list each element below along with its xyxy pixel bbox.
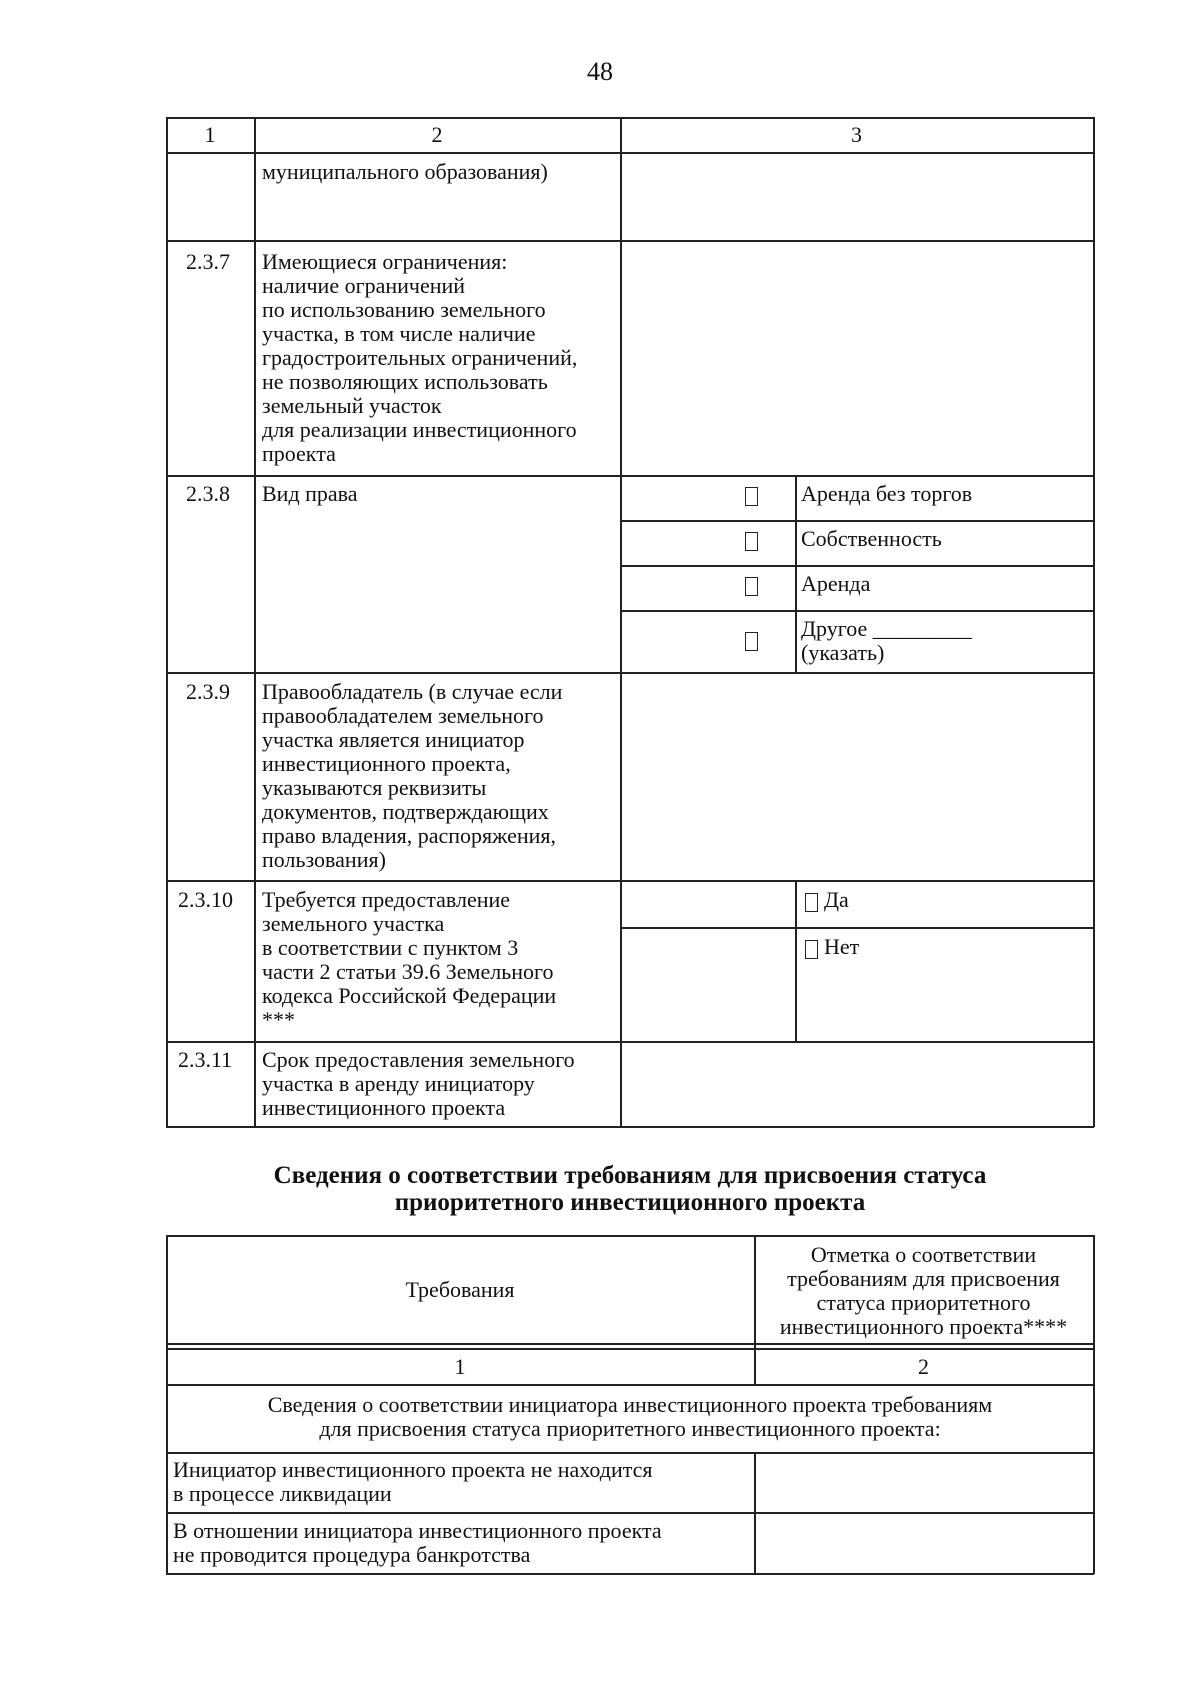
row-number: 2.3.9 (186, 679, 230, 704)
row-label-restrictions: Имеющиеся ограничения: наличие ограничений по использованию земельного участка, в том числе наличие градостроительных ограничений, не позволяющих использовать земельный участок для реализации инвестиционного проекта (262, 249, 578, 466)
continuation-text: муниципального образования) (262, 159, 548, 184)
section-title: Сведения о соответствии требованиям для присвоения статуса приоритетного инвестиционного проекта (273, 1162, 987, 1216)
row-number: 2.3.7 (186, 249, 230, 274)
requirements-header: Требования (405, 1277, 515, 1302)
table2-num-col2: 2 (918, 1354, 929, 1379)
option-other-specify: (указать) (801, 640, 885, 665)
row-label-land-provision: Требуется предоставление земельного участка в соответствии с пунктом 3 части 2 статьи 39.6 Земельного кодекса Российской Федерации *** (262, 887, 557, 1032)
row-label-rightholder: Правообладатель (в случае если правообладателем земельного участка является инициатор инвестиционного проекта, указываются реквизиты документов, подтверждающих право владения, распоряжения, пользования) (262, 679, 563, 872)
compliance-mark-header: Отметка о соответствии требованиям для присвоения статуса приоритетного инвестиционного проекта**** (779, 1242, 1068, 1339)
row-label-lease-term: Срок предоставления земельного участка в аренду инициатору инвестиционного проекта (262, 1047, 575, 1120)
requirement-row: Инициатор инвестиционного проекта не находится в процессе ликвидации (173, 1457, 653, 1506)
table1-header-col1: 1 (204, 122, 216, 147)
row-number: 2.3.11 (178, 1047, 233, 1072)
row-number: 2.3.10 (178, 887, 233, 912)
table1-header-col3: 3 (851, 122, 862, 147)
initiator-subheader: Сведения о соответствии инициатора инвестиционного проекта требованиям для присвоения статуса приоритетного инвестиционного проекта: (267, 1392, 993, 1441)
row-number: 2.3.8 (186, 481, 230, 506)
option-yes: Да (824, 887, 849, 912)
option-ownership: Собственность (801, 526, 942, 551)
table1-header-col2: 2 (431, 122, 443, 147)
page-number: 48 (587, 57, 613, 86)
option-lease: Аренда (801, 571, 871, 596)
requirement-row: В отношении инициатора инвестиционного проекта не проводится процедура банкротства (173, 1518, 662, 1567)
option-other: Другое _________ (801, 616, 972, 641)
option-no: Нет (824, 934, 860, 959)
table2-num-col1: 1 (454, 1354, 466, 1379)
row-label-right-type: Вид права (262, 481, 358, 506)
option-lease-no-auction: Аренда без торгов (801, 481, 973, 506)
